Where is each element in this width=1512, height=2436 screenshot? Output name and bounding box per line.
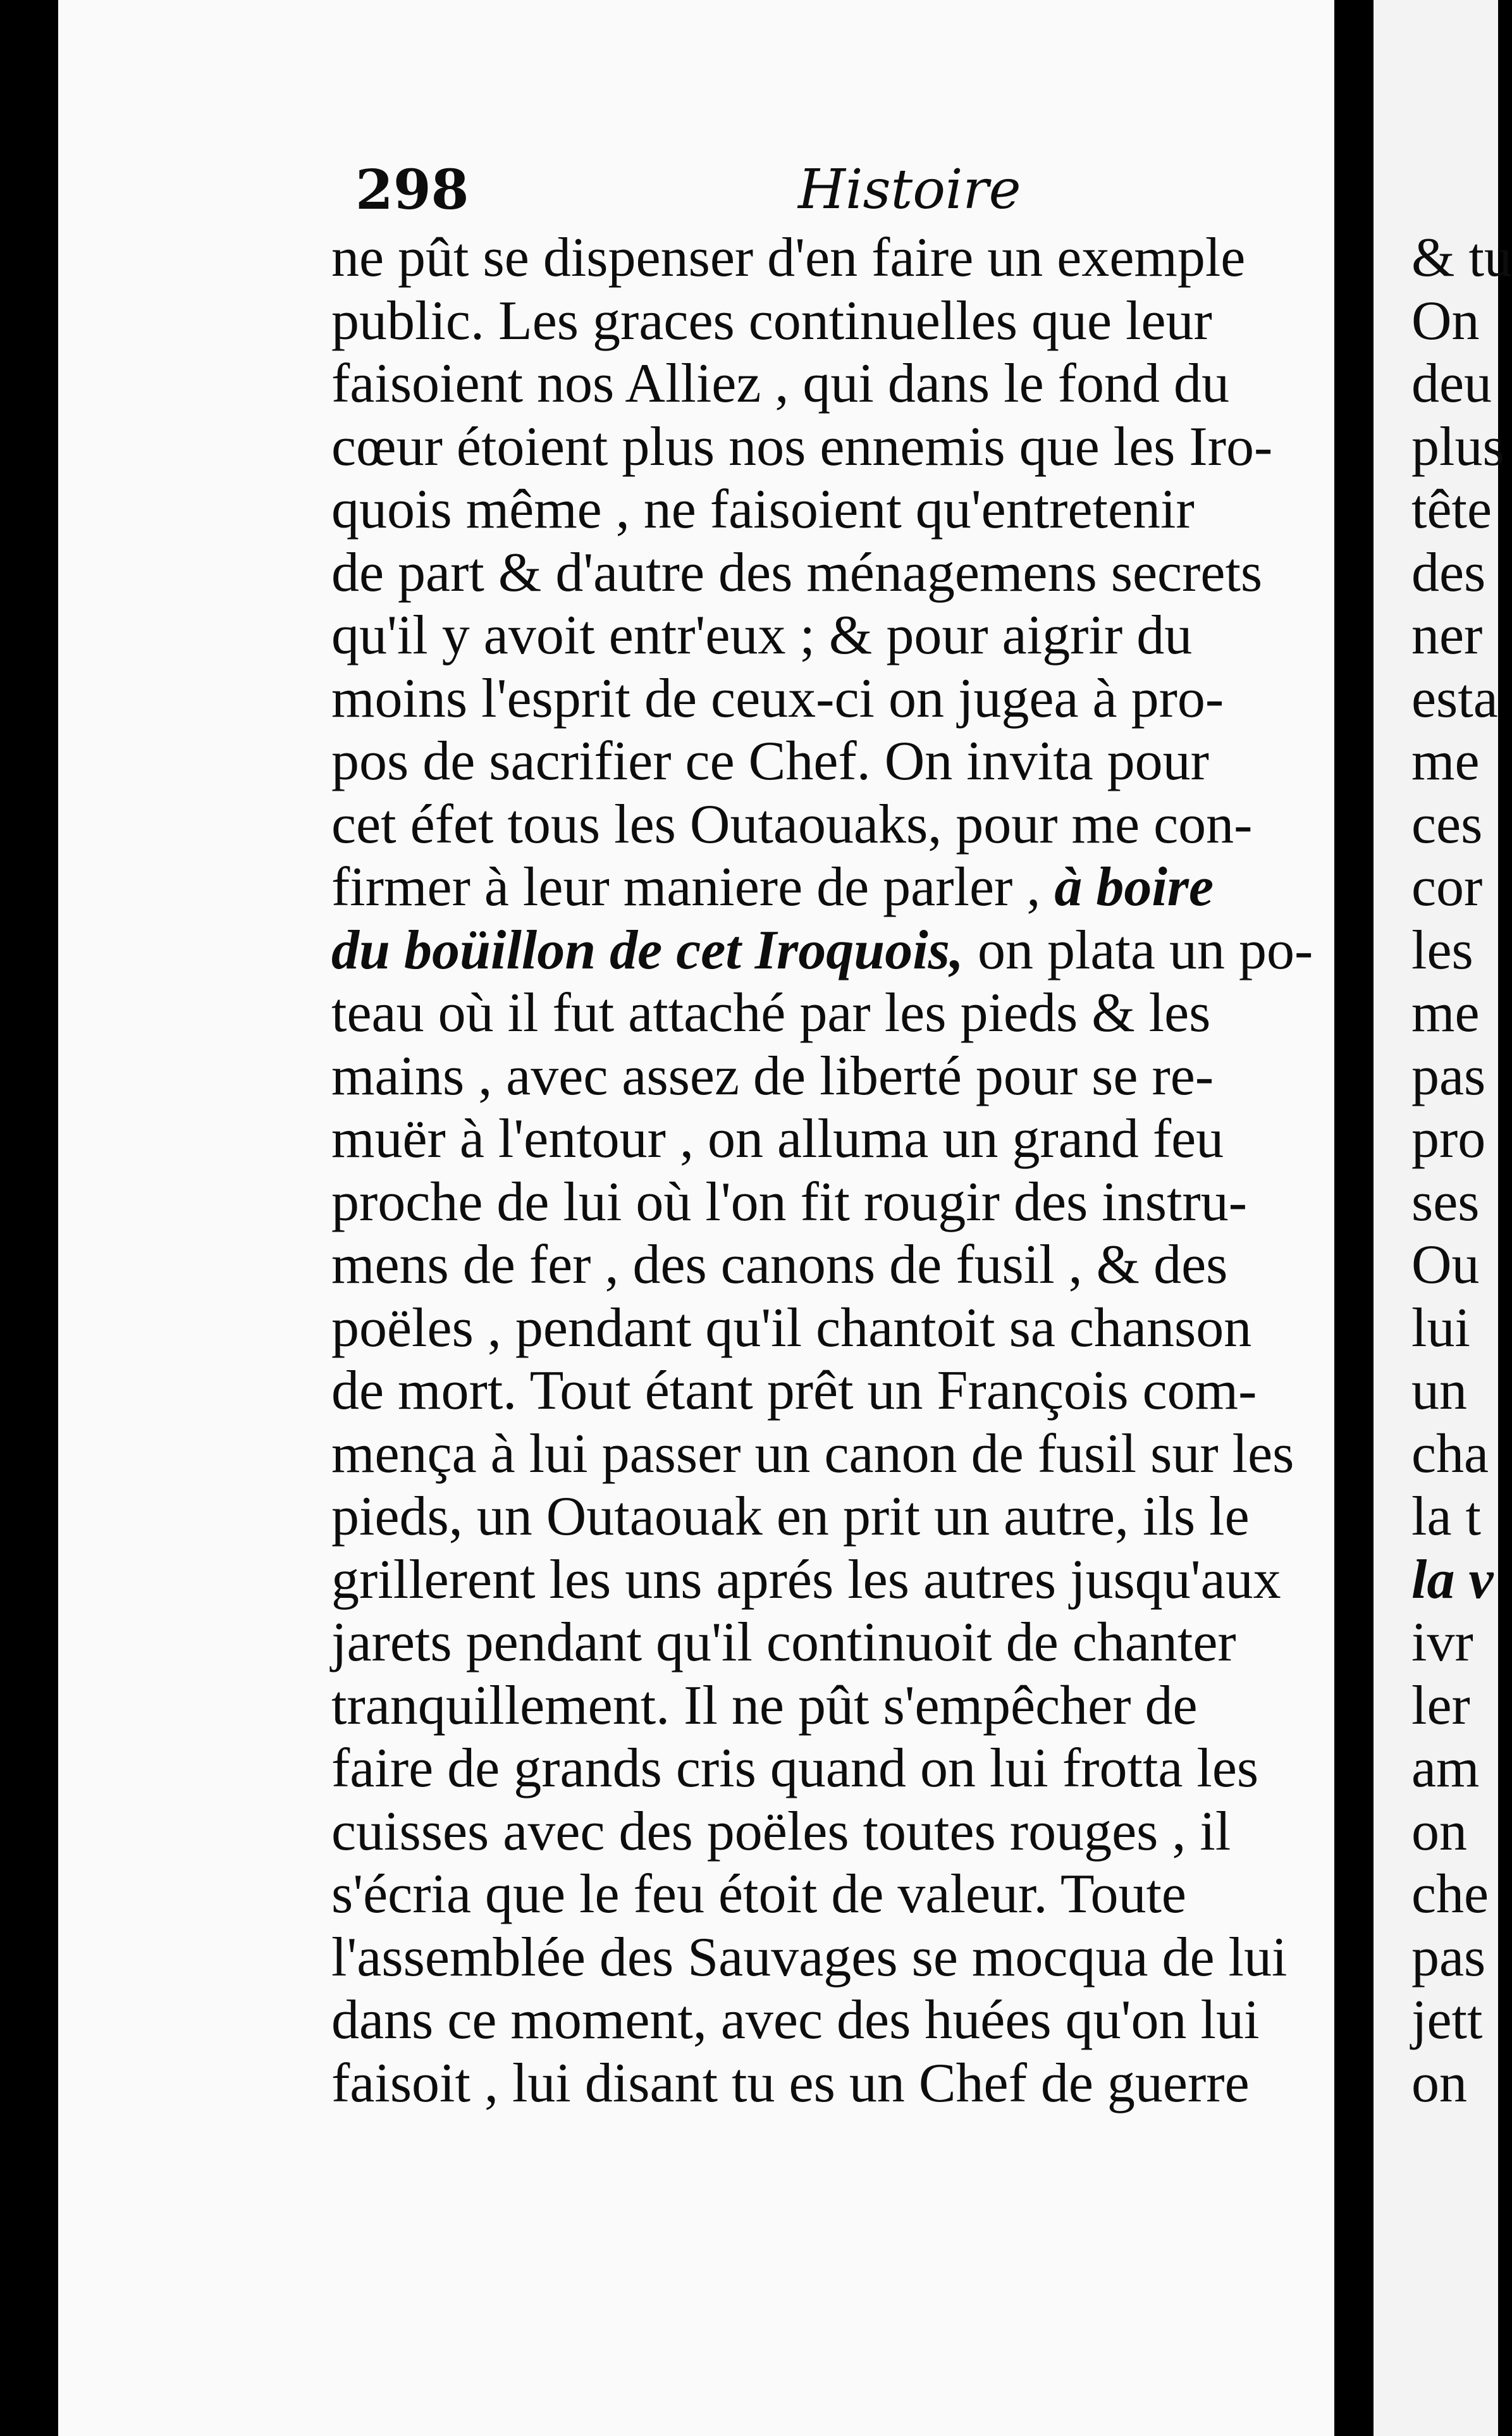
fragment-line: cor xyxy=(1411,856,1483,918)
text-line: de mort. Tout étant prêt un François com- xyxy=(331,1360,1257,1421)
fragment-line: ces xyxy=(1411,793,1483,855)
text-line: cuisses avec des poëles toutes rouges , il xyxy=(331,1800,1231,1862)
fragment-line: plus xyxy=(1411,416,1504,478)
fragment-line: me xyxy=(1411,731,1480,792)
book-gutter xyxy=(1334,0,1374,2436)
text-line xyxy=(331,856,1375,919)
text-line: ne pût se dispenser d'en faire un exemple xyxy=(331,227,1246,288)
text-line: jarets pendant qu'il continuoit de chanter xyxy=(331,1612,1236,1673)
text-line: proche de lui où l'on fit rougir des instru- xyxy=(331,1171,1248,1233)
fragment-line: la t xyxy=(1411,1486,1481,1547)
fragment-line: esta xyxy=(1411,667,1498,729)
text-line: faire de grands cris quand on lui frotta les xyxy=(331,1738,1259,1799)
page-number: 298 xyxy=(355,158,469,222)
text-line: qu'il y avoit entr'eux ; & pour aigrir du xyxy=(331,605,1193,666)
book-page-left xyxy=(58,0,1334,2436)
fragment-line: pas xyxy=(1411,1045,1486,1107)
fragment-line: cha xyxy=(1411,1423,1489,1485)
text-line: cet éfet tous les Outaouaks, pour me con- xyxy=(331,793,1253,855)
text-line: mains , avec assez de liberté pour se re- xyxy=(331,1045,1214,1107)
italic-text-run: du boüillon de cet Iroquois, xyxy=(331,919,964,981)
right-page-fragments xyxy=(1411,226,1512,2115)
fragment-line: ler xyxy=(1411,1674,1470,1736)
text-line: cœur étoient plus nos ennemis que les Iro- xyxy=(331,416,1273,478)
text-line: mens de fer , des canons de fusil , & des xyxy=(331,1234,1228,1295)
text-line: dans ce moment, avec des huées qu'on lui xyxy=(331,1989,1260,2051)
fragment-line: On xyxy=(1411,290,1480,352)
running-title: Histoire xyxy=(798,158,1021,221)
fragment-line: am xyxy=(1411,1738,1480,1799)
book-page-right xyxy=(1374,0,1512,2436)
fragment-line: un xyxy=(1411,1360,1467,1421)
fragment-line: deu xyxy=(1411,353,1492,414)
fragment-line: che xyxy=(1411,1864,1489,1925)
fragment-line: tête xyxy=(1411,479,1492,540)
text-line xyxy=(331,919,1375,982)
text-line: pieds, un Outaouak en prit un autre, ils le xyxy=(331,1486,1250,1547)
fragment-line: les xyxy=(1411,919,1473,981)
fragment-line: pas xyxy=(1411,1926,1486,1988)
text-line: faisoient nos Alliez , qui dans le fond du xyxy=(331,353,1229,414)
text-line: quois même , ne faisoient qu'entretenir xyxy=(331,479,1195,540)
fragment-line: on xyxy=(1411,1800,1467,1862)
italic-text-run: à boire xyxy=(1054,856,1214,918)
text-line: teau où il fut attaché par les pieds & les xyxy=(331,982,1211,1044)
text-line: poëles , pendant qu'il chantoit sa chanson xyxy=(331,1297,1252,1359)
fragment-line: pro xyxy=(1411,1108,1486,1170)
text-line: tranquillement. Il ne pût s'empêcher de xyxy=(331,1674,1198,1736)
text-line: de part & d'autre des ménagemens secrets xyxy=(331,541,1263,603)
text-line: l'assemblée des Sauvages se mocqua de lui xyxy=(331,1926,1288,1988)
text-line: grillerent les uns aprés les autres jusqu'aux xyxy=(331,1549,1281,1611)
fragment-line: on xyxy=(1411,2052,1467,2114)
text-run: on plata un po- xyxy=(977,919,1313,981)
text-line: mença à lui passer un canon de fusil sur les xyxy=(331,1423,1294,1485)
body-text xyxy=(331,226,1375,2115)
text-line: public. Les graces continuelles que leur xyxy=(331,290,1212,352)
text-run: firmer à leur maniere de parler , xyxy=(331,856,1041,918)
fragment-line: la v xyxy=(1411,1549,1494,1611)
fragment-line: Ou xyxy=(1411,1234,1480,1295)
text-line: moins l'esprit de ceux-ci on jugea à pro- xyxy=(331,667,1224,729)
fragment-line: ner xyxy=(1411,605,1483,666)
fragment-line: des xyxy=(1411,541,1486,603)
text-line: muër à l'entour , on alluma un grand feu xyxy=(331,1108,1224,1170)
text-line: s'écria que le feu étoit de valeur. Toute xyxy=(331,1864,1186,1925)
text-line: pos de sacrifier ce Chef. On invita pour xyxy=(331,731,1209,792)
fragment-line: ses xyxy=(1411,1171,1480,1233)
fragment-line: me xyxy=(1411,982,1480,1044)
fragment-line: & tu xyxy=(1411,227,1512,288)
fragment-line: ivr xyxy=(1411,1612,1473,1673)
fragment-line: lui xyxy=(1411,1297,1470,1359)
text-line: faisoit , lui disant tu es un Chef de guerre xyxy=(331,2052,1250,2114)
fragment-line: jett xyxy=(1411,1989,1483,2051)
